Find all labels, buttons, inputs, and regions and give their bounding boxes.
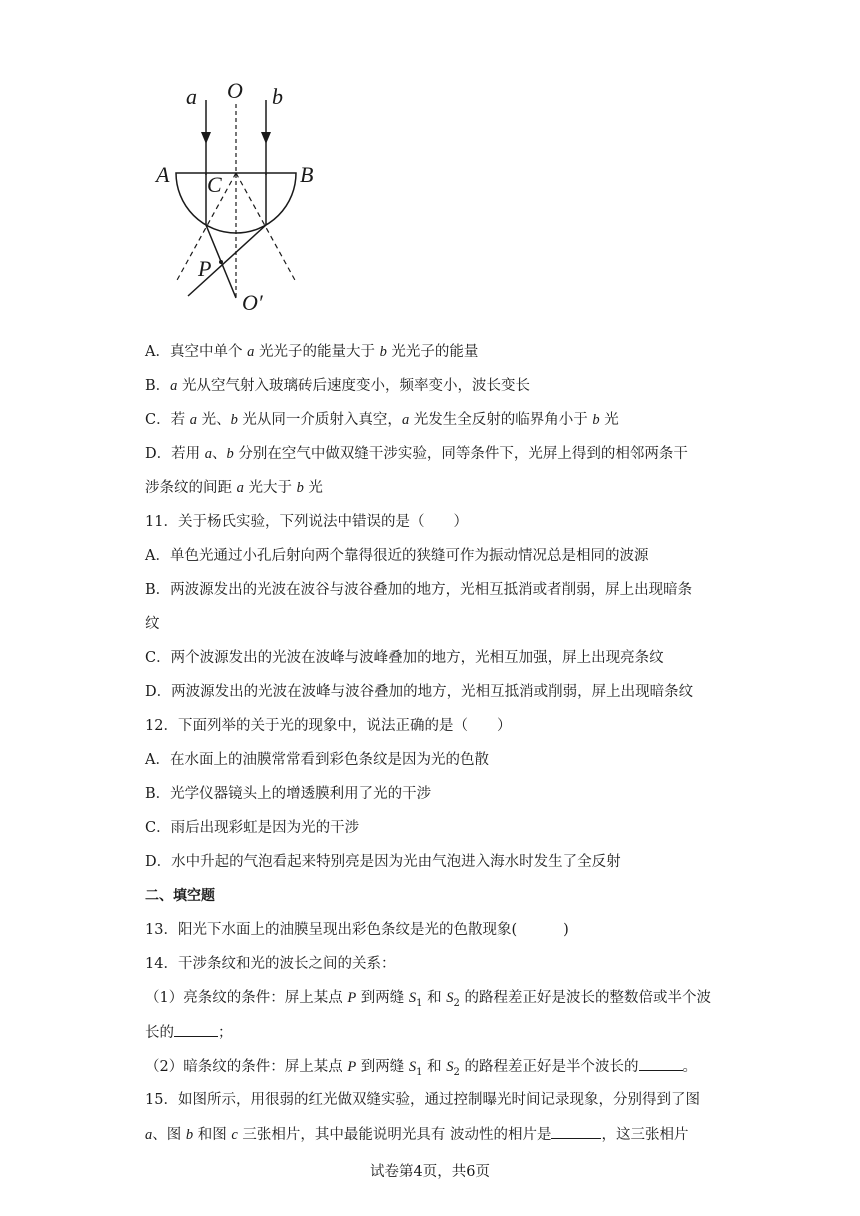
var: S (408, 990, 417, 1006)
text: 的路程差正好是波长的整数倍或半个波 (459, 990, 711, 1006)
q15-blank[interactable] (551, 1124, 601, 1139)
text: 光从同一介质射入真空， (237, 412, 402, 428)
text: 光 (599, 412, 619, 428)
text: A．真空中单个 (145, 344, 248, 360)
text: 光光子的能量大于 (254, 344, 380, 360)
var: b (185, 1127, 194, 1143)
q14-blank-1[interactable] (174, 1022, 218, 1037)
semicircle-glass-diagram (150, 72, 330, 322)
text: 、图 (152, 1127, 186, 1143)
var: c (231, 1127, 238, 1143)
q13 (145, 920, 569, 940)
page-footer: 试卷第4页，共6页 (370, 1164, 490, 1180)
text: 和 (422, 1059, 447, 1075)
q10-option-d-line1 (145, 444, 688, 464)
text: C．若 (145, 412, 190, 428)
var: b (592, 412, 600, 428)
text: 光发生全反射的临界角小于 (409, 412, 593, 428)
q15-line2 (145, 1124, 688, 1145)
q10-option-d-line2 (145, 478, 323, 498)
q12-option-a: A．在水面上的油膜常常看到彩色条纹是因为光的色散 (145, 752, 489, 768)
text: D．若用 (145, 446, 205, 462)
text: 光、 (196, 412, 231, 428)
label-P: P (198, 256, 212, 281)
var: b (230, 412, 238, 428)
q12-option-b: B．光学仪器镜头上的增透膜利用了光的干涉 (145, 786, 432, 802)
text: 光从空气射入玻璃砖后速度变小，频率变小，波长变长 (177, 378, 531, 394)
text: 到两缝 (356, 1059, 409, 1075)
var: S (446, 990, 454, 1006)
text: 分别在空气中做双缝干涉实验，同等条件下，光屏上得到的相邻两条干 (233, 446, 688, 462)
var: b (296, 480, 304, 496)
var: a (189, 412, 197, 428)
q15-line1: 15．如图所示，用很弱的红光做双缝实验，通过控制曝光时间记录现象，分别得到了图 (145, 1092, 700, 1108)
label-O: O (227, 78, 243, 103)
q12-option-c: C．雨后出现彩虹是因为光的干涉 (145, 820, 360, 836)
q11-option-a: A．单色光通过小孔后射向两个靠得很近的狭缝可作为振动情况总是相同的波源 (145, 548, 649, 564)
subscript: 1 (416, 1066, 423, 1078)
text: 光 (303, 480, 323, 496)
q13-close: ) (563, 922, 569, 938)
text: 长的 (145, 1025, 174, 1041)
subscript: 2 (453, 997, 460, 1009)
var: P (347, 990, 357, 1006)
var: b (379, 344, 387, 360)
q11-option-d: D．两波源发出的光波在波峰与波谷叠加的地方，光相互抵消或削弱，屏上出现暗条纹 (145, 684, 694, 700)
text: 到两缝 (356, 990, 409, 1006)
var: a (145, 1127, 153, 1143)
var: a (170, 378, 178, 394)
var: S (408, 1059, 417, 1075)
var: a (247, 344, 255, 360)
var: a (236, 480, 244, 496)
q14-line2 (145, 1022, 233, 1043)
var: b (226, 446, 234, 462)
q11-option-b-line1: B．两波源发出的光波在波谷与波谷叠加的地方，光相互抵消或者削弱，屏上出现暗条 (145, 582, 693, 598)
label-a: a (186, 84, 197, 109)
var: a (204, 446, 212, 462)
subscript: 1 (416, 997, 423, 1009)
text: 涉条纹的间距 (145, 480, 237, 496)
q10-option-b (145, 376, 530, 396)
label-b: b (272, 84, 283, 109)
text: 光大于 (243, 480, 297, 496)
q12-option-d: D．水中升起的气泡看起来特别亮是因为光由气泡进入海水时发生了全反射 (145, 854, 621, 870)
text: （1）亮条纹的条件：屏上某点 (145, 990, 348, 1006)
q13-text: 13．阳光下水面上的油膜呈现出彩色条纹是光的色散现象( (145, 922, 518, 938)
q14-line3 (145, 1056, 697, 1083)
q14-stem: 14．干涉条纹和光的波长之间的关系： (145, 956, 396, 972)
q13-answer-space[interactable] (517, 920, 563, 934)
label-O-prime: O′ (242, 290, 263, 315)
text: （2）暗条纹的条件：屏上某点 (145, 1059, 348, 1075)
text: B． (145, 378, 171, 394)
text: 光光子的能量 (386, 344, 479, 360)
q10-option-c (145, 410, 619, 430)
q14-line1 (145, 988, 711, 1014)
text: 、 (211, 446, 227, 462)
subscript: 2 (453, 1066, 460, 1078)
text: ，这三张相片 (601, 1127, 689, 1143)
q11-option-b-line2: 纹 (145, 616, 160, 632)
q11-stem: 11．关于杨氏实验，下列说法中错误的是（ ） (145, 514, 468, 530)
var: P (347, 1059, 357, 1075)
q14-blank-2[interactable] (639, 1056, 683, 1071)
text: 。 (682, 1059, 697, 1075)
label-B: B (300, 162, 314, 187)
q11-option-c: C．两个波源发出的光波在波峰与波峰叠加的地方，光相互加强，屏上出现亮条纹 (145, 650, 664, 666)
text: 的路程差正好是半个波长的 (459, 1059, 639, 1075)
label-C: C (207, 172, 222, 197)
var: a (401, 412, 410, 428)
q10-option-a (145, 342, 478, 362)
text: 三张相片，其中最能说明光具有 波动性的相片是 (237, 1127, 552, 1143)
section-heading: 二、填空题 (145, 888, 215, 904)
text: 和图 (193, 1127, 232, 1143)
optics-figure (150, 72, 330, 322)
var: S (446, 1059, 454, 1075)
text: ； (218, 1025, 233, 1041)
label-A: A (156, 162, 170, 187)
q12-stem: 12．下面列举的关于光的现象中，说法正确的是（ ） (145, 718, 512, 734)
text: 和 (422, 990, 447, 1006)
